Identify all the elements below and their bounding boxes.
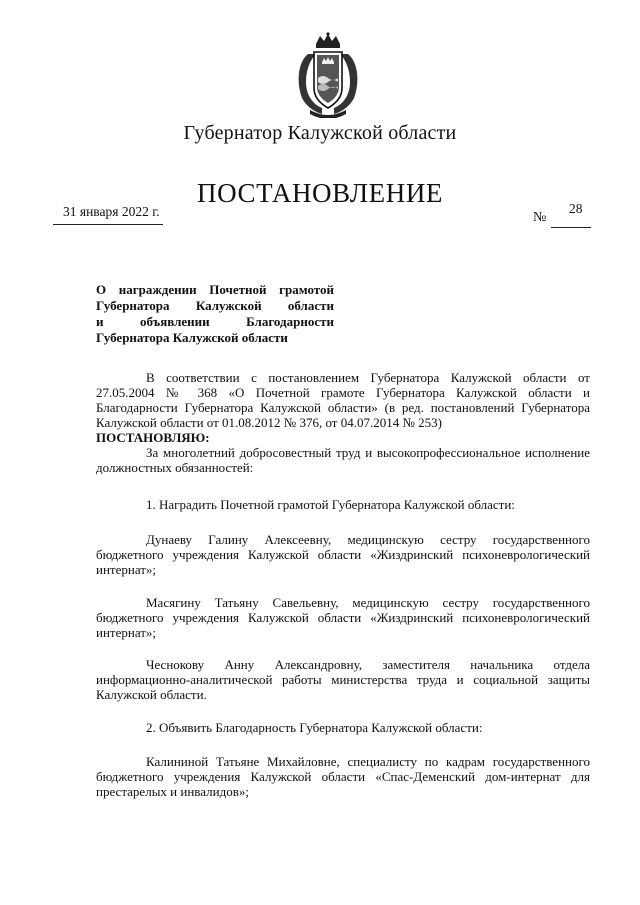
subject-line: и объявлении Благодарности bbox=[96, 314, 334, 329]
decree-word: ПОСТАНОВЛЯЮ: bbox=[96, 430, 210, 445]
issuer-title: Губернатор Калужской области bbox=[183, 122, 457, 144]
preamble-paragraph: В соответствии с постановлением Губернатора Калужской области от 27.05.2004 № 368 «О Почетной грамоте Губернатора Калужской области и Благодарности Губернатора Калужской области» (в ред. постановлений Губернатора Калужской области от 01.08.2012 № 376, от 04.07.2014 № 253) bbox=[96, 370, 590, 430]
subject-line: О награждении Почетной грамотой bbox=[96, 282, 334, 297]
preamble-block bbox=[96, 370, 590, 475]
thanks-1-text: Калининой Татьяне Михайловне, специалисту по кадрам государственного бюджетного учреждения Калужской области «Спас-Деменский дом-интернат для престарелых и инвалидов»; bbox=[96, 754, 590, 799]
item-1-text: 1. Наградить Почетной грамотой Губернатора Калужской области: bbox=[146, 497, 515, 512]
document-number-label: № bbox=[533, 210, 547, 225]
date-underline bbox=[53, 224, 163, 225]
subject-line: Губернатора Калужской области bbox=[96, 330, 288, 345]
number-underline bbox=[551, 227, 591, 228]
award-2-text: Масягину Татьяну Савельевну, медицинскую сестру государственного бюджетного учреждения Калужской области «Жиздринский психоневрологический интернат»; bbox=[96, 595, 590, 640]
item-2-text: 2. Объявить Благодарность Губернатора Калужской области: bbox=[146, 720, 483, 735]
award-1-text: Дунаеву Галину Алексеевну, медицинскую сестру государственного бюджетного учреждения Калужской области «Жиздринский психоневрологический интернат»; bbox=[96, 532, 590, 577]
document-type-heading: ПОСТАНОВЛЕНИЕ bbox=[196, 178, 444, 208]
item-1-heading bbox=[96, 497, 590, 512]
document-number-value: 28 bbox=[569, 201, 583, 216]
item-2-heading bbox=[96, 720, 590, 735]
thanks-paragraph-1 bbox=[96, 754, 590, 799]
document-date: 31 января 2022 г. bbox=[63, 204, 160, 219]
award-paragraph-2 bbox=[96, 595, 590, 640]
document-subject-title bbox=[96, 282, 334, 346]
award-3-text: Чеснокову Анну Александровну, заместителя начальника отдела информационно-аналитической работы министерства труда и социальной защиты Калужской области. bbox=[96, 657, 590, 702]
reason-paragraph: За многолетний добросовестный труд и высокопрофессиональное исполнение должностных обязанностей: bbox=[96, 445, 590, 475]
coat-of-arms-emblem bbox=[292, 32, 364, 118]
award-paragraph-3 bbox=[96, 657, 590, 702]
subject-line: Губернатора Калужской области bbox=[96, 298, 334, 313]
award-paragraph-1 bbox=[96, 532, 590, 577]
